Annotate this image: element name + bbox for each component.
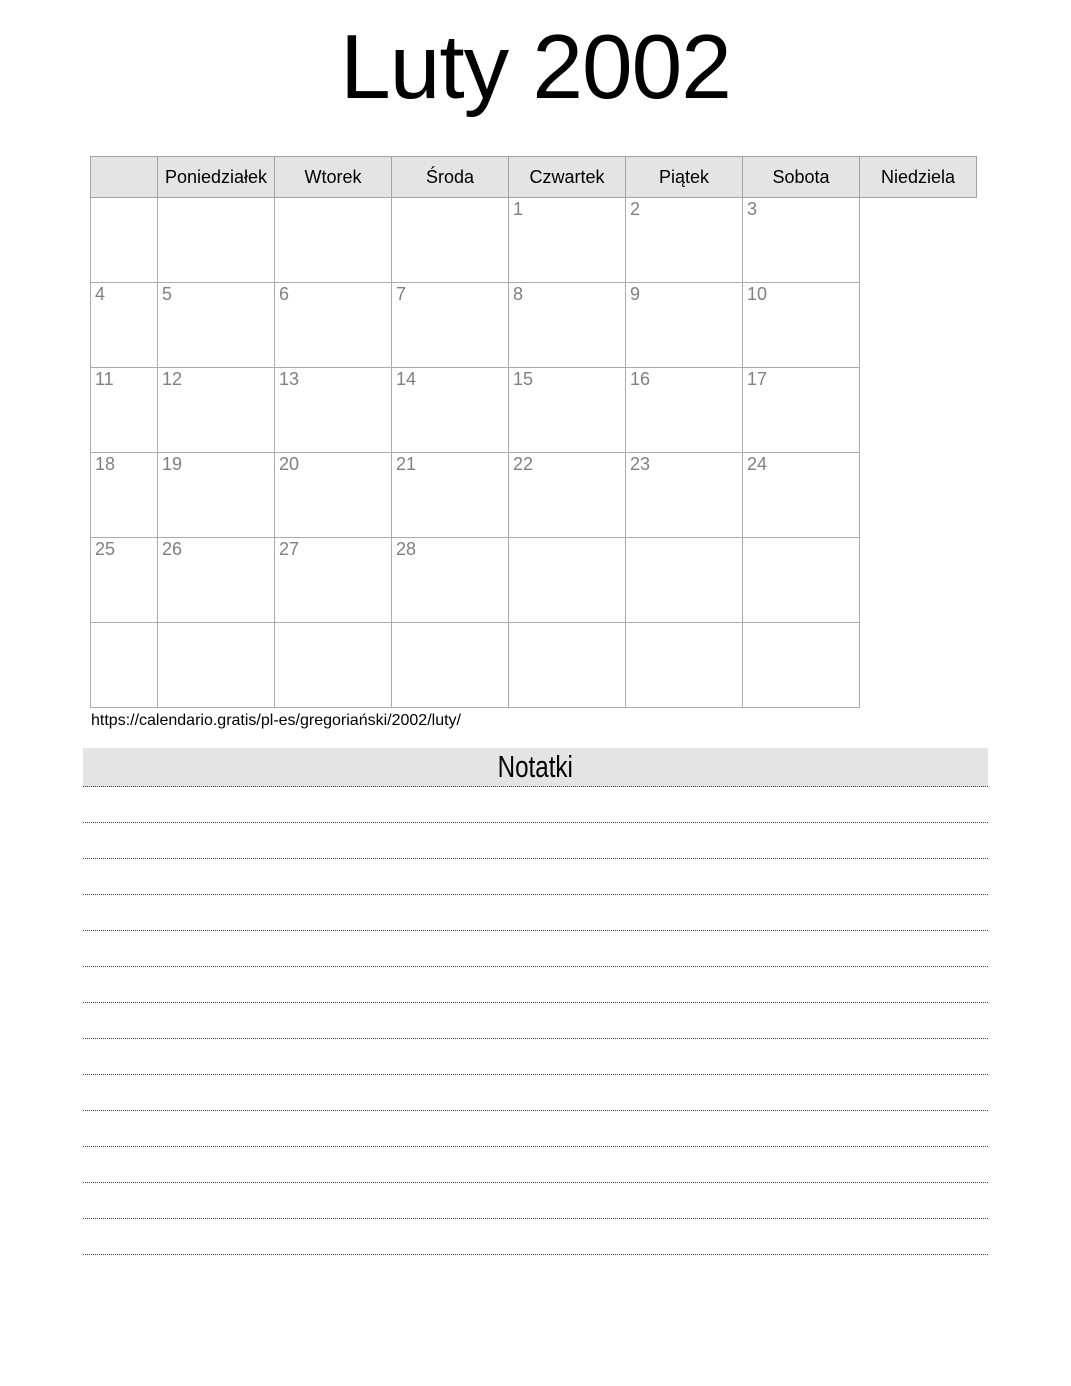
note-line (83, 1111, 988, 1147)
day-cell-4: 4 (91, 283, 158, 368)
day-header-saturday: Sobota (743, 157, 860, 198)
day-cell-empty (392, 198, 509, 283)
note-line (83, 1003, 988, 1039)
day-cell-3: 3 (743, 198, 860, 283)
day-cell-empty (626, 538, 743, 623)
day-cell-empty (275, 623, 392, 708)
day-cell-8: 8 (509, 283, 626, 368)
day-cell-28: 28 (392, 538, 509, 623)
day-cell-2: 2 (626, 198, 743, 283)
day-cell-23: 23 (626, 453, 743, 538)
note-line (83, 895, 988, 931)
day-cell-19: 19 (158, 453, 275, 538)
day-cell-24: 24 (743, 453, 860, 538)
day-cell-7: 7 (392, 283, 509, 368)
note-lines (83, 787, 988, 1255)
day-cell-empty (392, 623, 509, 708)
notes-header (83, 748, 988, 787)
day-cell-empty (91, 623, 158, 708)
note-line (83, 1075, 988, 1111)
day-header-thursday: Czwartek (509, 157, 626, 198)
notes-title: Notatki (497, 749, 574, 784)
note-line (83, 1219, 988, 1255)
day-cell-26: 26 (158, 538, 275, 623)
page-title: Luty 2002 (340, 17, 731, 118)
note-line (83, 823, 988, 859)
day-cell-18: 18 (91, 453, 158, 538)
day-header-row (91, 157, 977, 198)
day-cell-empty (626, 623, 743, 708)
day-cell-empty (509, 538, 626, 623)
week-row-6 (91, 623, 977, 708)
day-cell-15: 15 (509, 368, 626, 453)
day-cell-empty (509, 623, 626, 708)
day-cell-17: 17 (743, 368, 860, 453)
note-line (83, 931, 988, 967)
day-cell-12: 12 (158, 368, 275, 453)
note-line (83, 1039, 988, 1075)
day-cell-27: 27 (275, 538, 392, 623)
week-row-1 (91, 198, 977, 283)
week-row-5 (91, 538, 977, 623)
day-cell-11: 11 (91, 368, 158, 453)
day-cell-empty (91, 198, 158, 283)
day-cell-21: 21 (392, 453, 509, 538)
day-cell-16: 16 (626, 368, 743, 453)
day-header-friday: Piątek (626, 157, 743, 198)
day-cell-22: 22 (509, 453, 626, 538)
day-cell-14: 14 (392, 368, 509, 453)
month-calendar (90, 156, 977, 708)
day-cell-empty (743, 623, 860, 708)
day-header-sunday: Niedziela (860, 157, 977, 198)
day-header-wednesday: Środa (392, 157, 509, 198)
day-cell-13: 13 (275, 368, 392, 453)
notes-section (83, 748, 988, 1255)
day-cell-empty (275, 198, 392, 283)
week-row-2 (91, 283, 977, 368)
day-cell-6: 6 (275, 283, 392, 368)
week-row-3 (91, 368, 977, 453)
day-cell-9: 9 (626, 283, 743, 368)
calendar-left-gutter (91, 157, 158, 198)
day-header-tuesday: Wtorek (275, 157, 392, 198)
day-cell-empty (158, 198, 275, 283)
day-cell-1: 1 (509, 198, 626, 283)
day-cell-5: 5 (158, 283, 275, 368)
day-cell-empty (743, 538, 860, 623)
day-cell-20: 20 (275, 453, 392, 538)
week-row-4 (91, 453, 977, 538)
day-header-monday: Poniedziałek (158, 157, 275, 198)
day-cell-empty (158, 623, 275, 708)
note-line (83, 967, 988, 1003)
source-url: https://calendario.gratis/pl-es/gregoriański/2002/luty/ (91, 712, 461, 729)
day-cell-10: 10 (743, 283, 860, 368)
note-line (83, 1147, 988, 1183)
note-line (83, 787, 988, 823)
note-line (83, 859, 988, 895)
note-line (83, 1183, 988, 1219)
day-cell-25: 25 (91, 538, 158, 623)
